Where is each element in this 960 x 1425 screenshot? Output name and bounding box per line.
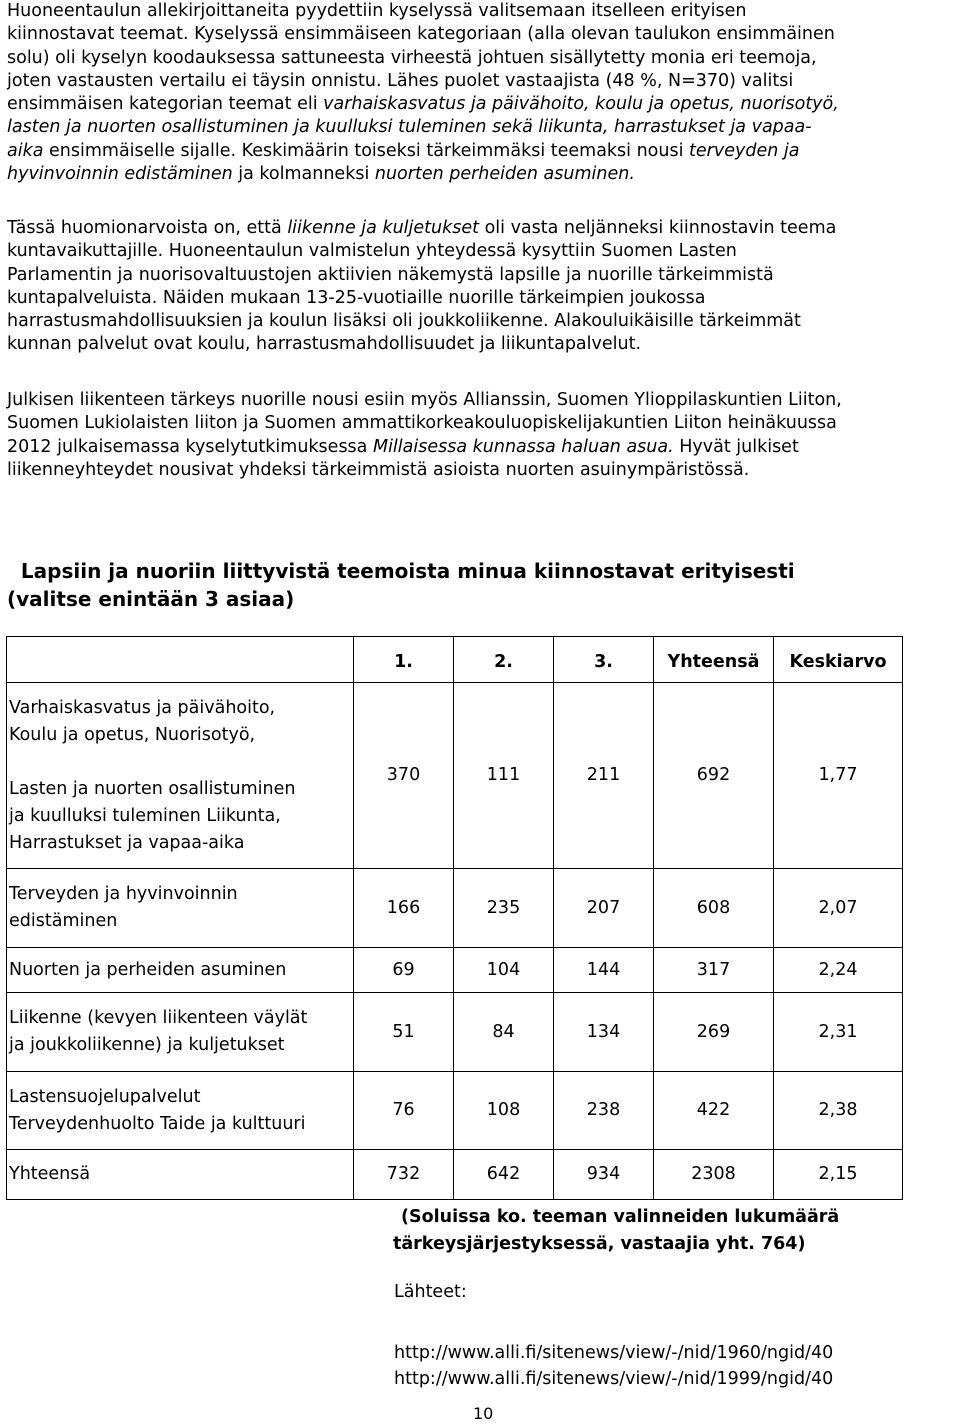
italic-text-run: terveyden ja <box>689 140 800 161</box>
row-label-line <box>9 749 353 776</box>
paragraph-3 <box>7 389 955 482</box>
table-cell: 104 <box>454 948 554 993</box>
text-run: 2012 julkaisemassa kyselytutkimuksessa <box>7 436 373 457</box>
text-line <box>7 264 955 287</box>
column-header: Keskiarvo <box>774 637 903 683</box>
table-header-row <box>7 637 903 683</box>
italic-text-run: varhaiskasvatus ja päivähoito, koulu ja opetus, nuorisotyö, <box>323 94 839 115</box>
table-row <box>7 869 903 948</box>
text-line <box>7 70 955 93</box>
table-cell: 134 <box>554 993 654 1072</box>
text-line <box>7 287 955 310</box>
row-label-line: Harrastukset ja vapaa-aika <box>9 832 245 853</box>
row-label-line: Yhteensä <box>9 1164 91 1184</box>
row-label-line: Koulu ja opetus, Nuorisotyö, <box>9 724 256 745</box>
text-run: kuntavaikuttajille. Huoneentaulun valmistelun yhteydessä kysyttiin Suomen Lasten <box>7 241 737 262</box>
row-label-line: Varhaiskasvatus ja päivähoito, <box>9 697 276 718</box>
row-label-line: Terveyden ja hyvinvoinnin <box>9 884 238 904</box>
text-run: Suomen Lukiolaisten liiton ja Suomen ammattikorkeakouluopiskelijakuntien Liiton heinäkuussa <box>7 413 837 434</box>
table-cell: 76 <box>354 1072 454 1150</box>
table-cell: 51 <box>354 993 454 1072</box>
text-run: joten vastausten vertailu ei täysin onnistu. Lähes puolet vastaajista (48 %, N=370) valitsi <box>7 70 794 91</box>
text-line <box>7 389 955 412</box>
paragraph-2-body <box>7 217 955 357</box>
text-line <box>7 0 955 23</box>
table-cell: 207 <box>554 869 654 948</box>
table-row <box>7 683 903 869</box>
table-cell: 84 <box>454 993 554 1072</box>
table-cell: 2,38 <box>774 1072 903 1150</box>
italic-text-run: liikenne ja kuljetukset <box>287 218 480 238</box>
sources <box>394 1279 833 1392</box>
text-line <box>7 116 955 139</box>
text-run: ja kolmanneksi <box>232 164 375 185</box>
text-line <box>7 163 955 186</box>
row-label-line: Lastensuojelupalvelut <box>9 1086 201 1107</box>
paragraph-2 <box>7 217 955 357</box>
table-cell: 166 <box>354 869 454 948</box>
row-label-line: Liikenne (kevyen liikenteen väylät <box>9 1008 308 1028</box>
table-heading <box>7 557 887 613</box>
text-run: oli vasta neljänneksi kiinnostavin teema <box>479 218 837 238</box>
table-heading-line-2 <box>7 585 887 613</box>
page-number: 10 <box>473 1404 494 1423</box>
table-cell: 732 <box>354 1150 454 1200</box>
row-label <box>7 869 354 948</box>
text-run: liikenneyhteydet nousivat yhdeksi tärkeimmistä asioista nuorten asuinympäristössä. <box>7 459 750 480</box>
text-line <box>7 47 955 70</box>
table-heading-line-1 <box>7 557 887 585</box>
text-run: Parlamentin ja nuorisovaltuustojen aktiivien näkemystä lapsille ja nuorille tärkeimmistä <box>7 264 774 285</box>
row-label-line: Nuorten ja perheiden asuminen <box>9 959 287 980</box>
text-line <box>7 240 955 263</box>
table-cell: 235 <box>454 869 554 948</box>
paragraph-1-body <box>7 0 955 186</box>
text-run: Tässä huomionarvoista on, että <box>7 218 288 238</box>
table-cell: 934 <box>554 1150 654 1200</box>
table-row <box>7 1072 903 1150</box>
row-label <box>7 683 354 869</box>
text-line <box>7 217 955 240</box>
paragraph-3-body <box>7 389 955 482</box>
table-cell: 144 <box>554 948 654 993</box>
text-line <box>7 310 955 333</box>
text-run: kunnan palvelut ovat koulu, harrastusmahdollisuudet ja liikuntapalvelut. <box>7 334 642 355</box>
italic-text-run: aika <box>7 140 44 161</box>
row-label-line: edistäminen <box>9 911 118 931</box>
table-cell: 238 <box>554 1072 654 1150</box>
table-row <box>7 1150 903 1200</box>
row-label <box>7 993 354 1072</box>
themes-table-body <box>7 637 903 1200</box>
text-line <box>7 436 955 459</box>
table-note <box>393 1204 839 1258</box>
table-heading-text-2: (valitse enintään 3 asiaa) <box>7 587 295 611</box>
source-link[interactable]: http://www.alli.fi/sitenews/view/-/nid/1999/ngid/40 <box>394 1369 834 1389</box>
text-run: harrastusmahdollisuuksien ja koulun lisäksi oli joukkoliikenne. Alakouluikäisille tärkeimmät <box>7 311 801 332</box>
text-line <box>7 23 955 46</box>
table-cell: 2308 <box>654 1150 774 1200</box>
row-label-line: Terveydenhuolto Taide ja kulttuuri <box>9 1113 306 1134</box>
table-cell: 69 <box>354 948 454 993</box>
table-cell: 2,24 <box>774 948 903 993</box>
text-line <box>7 93 955 116</box>
text-line <box>7 140 955 163</box>
row-label <box>7 1150 354 1200</box>
row-label <box>7 1072 354 1150</box>
table-cell: 2,15 <box>774 1150 903 1200</box>
text-run: ensimmäisen kategorian teemat eli <box>7 94 324 115</box>
sources-urls <box>394 1340 833 1392</box>
sources-label: Lähteet: <box>394 1282 467 1302</box>
italic-text-run: Millaisessa kunnassa haluan asua. <box>372 436 674 457</box>
text-run: solu) oli kyselyn koodauksessa sattuneesta virheestä johtuen sisällytetty monia eri teemoja, <box>7 47 817 68</box>
table-row <box>7 948 903 993</box>
table-cell: 317 <box>654 948 774 993</box>
column-header: 2. <box>454 637 554 683</box>
table-cell: 211 <box>554 683 654 869</box>
italic-text-run: nuorten perheiden asuminen. <box>374 164 635 185</box>
text-line <box>7 459 955 482</box>
italic-text-run: hyvinvoinnin edistäminen <box>7 164 233 185</box>
column-header: Yhteensä <box>654 637 774 683</box>
table-note-line-2: tärkeysjärjestyksessä, vastaajia yht. 764) <box>393 1234 806 1254</box>
table-cell: 692 <box>654 683 774 869</box>
table-heading-text-1: Lapsiin ja nuoriin liittyvistä teemoista minua kiinnostavat erityisesti <box>13 559 795 583</box>
table-cell: 642 <box>454 1150 554 1200</box>
text-run: ensimmäiselle sijalle. Keskimäärin toiseksi tärkeimmäksi teemaksi nousi <box>43 140 690 161</box>
row-label-line: ja kuulluksi tuleminen Liikunta, <box>9 805 281 826</box>
row-label-line: ja joukkoliikenne) ja kuljetukset <box>9 1035 285 1055</box>
table-row <box>7 993 903 1072</box>
column-header: 1. <box>354 637 454 683</box>
table-note-line-1: (Soluissa ko. teeman valinneiden lukumäärä <box>401 1207 840 1227</box>
row-label-line: Lasten ja nuorten osallistuminen <box>9 778 296 799</box>
text-run: Julkisen liikenteen tärkeys nuorille nousi esiin myös Allianssin, Suomen Ylioppilaskuntien Liiton, <box>7 390 842 410</box>
source-link[interactable]: http://www.alli.fi/sitenews/view/-/nid/1960/ngid/40 <box>394 1343 834 1363</box>
table-cell: 2,07 <box>774 869 903 948</box>
table-cell: 108 <box>454 1072 554 1150</box>
text-line <box>7 412 955 435</box>
table-cell: 608 <box>654 869 774 948</box>
text-run: Hyvät julkiset <box>673 436 799 457</box>
table-header-empty <box>7 637 354 683</box>
paragraph-1 <box>7 0 955 186</box>
table-cell: 269 <box>654 993 774 1072</box>
italic-text-run: lasten ja nuorten osallistuminen ja kuulluksi tuleminen sekä liikunta, harrastukset ja vapaa- <box>7 117 812 138</box>
text-run: kuntapalveluista. Näiden mukaan 13-25-vuotiaille nuorille tärkeimpien joukossa <box>7 287 706 308</box>
table-cell: 111 <box>454 683 554 869</box>
text-line <box>7 333 955 356</box>
table-cell: 2,31 <box>774 993 903 1072</box>
column-header: 3. <box>554 637 654 683</box>
text-run: kiinnostavat teemat. Kyselyssä ensimmäiseen kategoriaan (alla olevan taulukon ensimmäinen <box>7 24 835 45</box>
table-cell: 422 <box>654 1072 774 1150</box>
row-label <box>7 948 354 993</box>
table-cell: 370 <box>354 683 454 869</box>
text-run: Huoneentaulun allekirjoittaneita pyydettiin kyselyssä valitsemaan itselleen erityisen <box>7 1 747 21</box>
themes-table <box>6 636 903 1200</box>
table-cell: 1,77 <box>774 683 903 869</box>
